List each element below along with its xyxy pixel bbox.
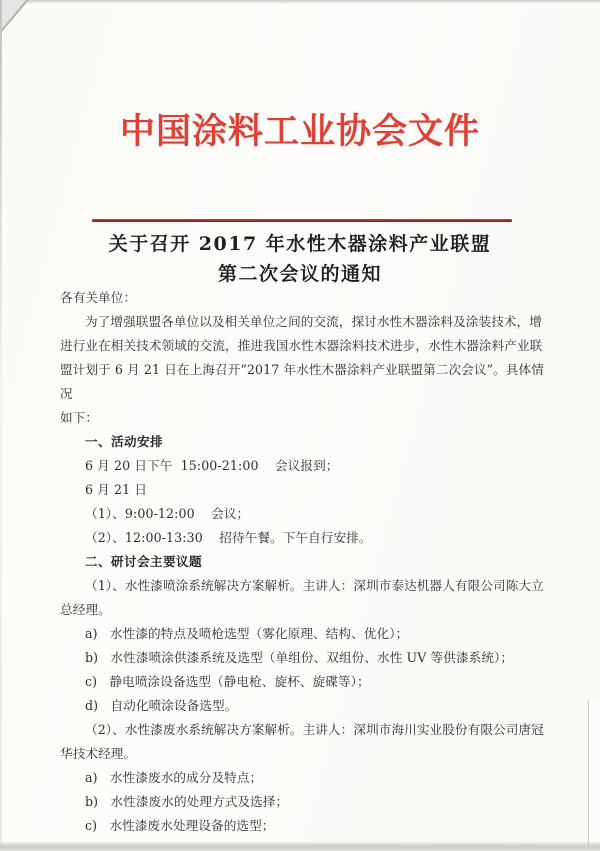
red-divider-line (92, 219, 512, 222)
text-line: 进行业在相关技术领域的交流，推进我国水性木器涂料技术进步，水性木器涂料产业联 (60, 338, 543, 353)
text-line: 如下： (60, 410, 99, 425)
text-line: （2）、水性漆废水系统解决方案解析。主讲人：深圳市海川实业股份有限公司唐冠 (85, 722, 544, 737)
scan-corner-highlight (0, 0, 26, 31)
document-body (60, 286, 552, 838)
text-line: 盟计划于 6 月 21 日在上海召开“2017 年水性木器涂料产业联盟第二次会议”。具体情况 (60, 362, 544, 401)
text-line: 华技术经理。 (60, 746, 137, 761)
scan-right-margin (589, 700, 600, 851)
document-title (0, 229, 600, 289)
text-line: c) 水性漆废水处理设备的选型； (85, 818, 275, 833)
text-line: b) 水性漆废水的处理方式及选择； (85, 794, 289, 809)
text-line: （1）、9:00-12:00 会议； (85, 506, 250, 521)
text-line: （1）、水性漆喷涂系统解决方案解析。主讲人：深圳市泰达机器人有限公司陈大立 (85, 578, 544, 593)
text-line: 为了增强联盟各单位以及相关单位之间的交流，探讨水性木器涂料及涂装技术，增 (85, 314, 542, 329)
text-line: 6 月 20 日下午 15:00-21:00 会议报到； (85, 458, 339, 473)
text-line: c) 静电喷涂设备选型（静电枪、旋杯、旋碟等）； (85, 674, 370, 689)
text-line: d) 自动化喷涂设备选型。 (85, 698, 238, 713)
scan-top-edge (0, 0, 600, 4)
text-line: 总经理。 (60, 602, 111, 617)
text-line: 一、活动安排 (85, 434, 163, 449)
document-title-line1: 关于召开 2017 年水性木器涂料产业联盟 (108, 233, 492, 255)
text-line: 二、研讨会主要议题 (85, 554, 202, 569)
scan-bottom-edge (0, 841, 600, 851)
scan-right-edge (588, 700, 589, 851)
text-line: b) 水性漆喷涂供漆系统及选型（单组份、双组份、水性 UV 等供漆系统）； (85, 650, 514, 665)
text-line: a) 水性漆废水的成分及特点； (85, 770, 263, 785)
text-line: 6 月 21 日 (85, 482, 148, 497)
letterhead-title: 中国涂料工业协会文件 (119, 111, 480, 152)
text-line: （2）、12:00-13:30 招待午餐。下午自行安排。 (85, 530, 372, 545)
text-line: 各有关单位： (60, 290, 137, 305)
text-line: a) 水性漆的特点及喷枪选型（雾化原理、结构、优化）； (85, 626, 409, 641)
document-title-line2: 第二次会议的通知 (217, 263, 382, 285)
